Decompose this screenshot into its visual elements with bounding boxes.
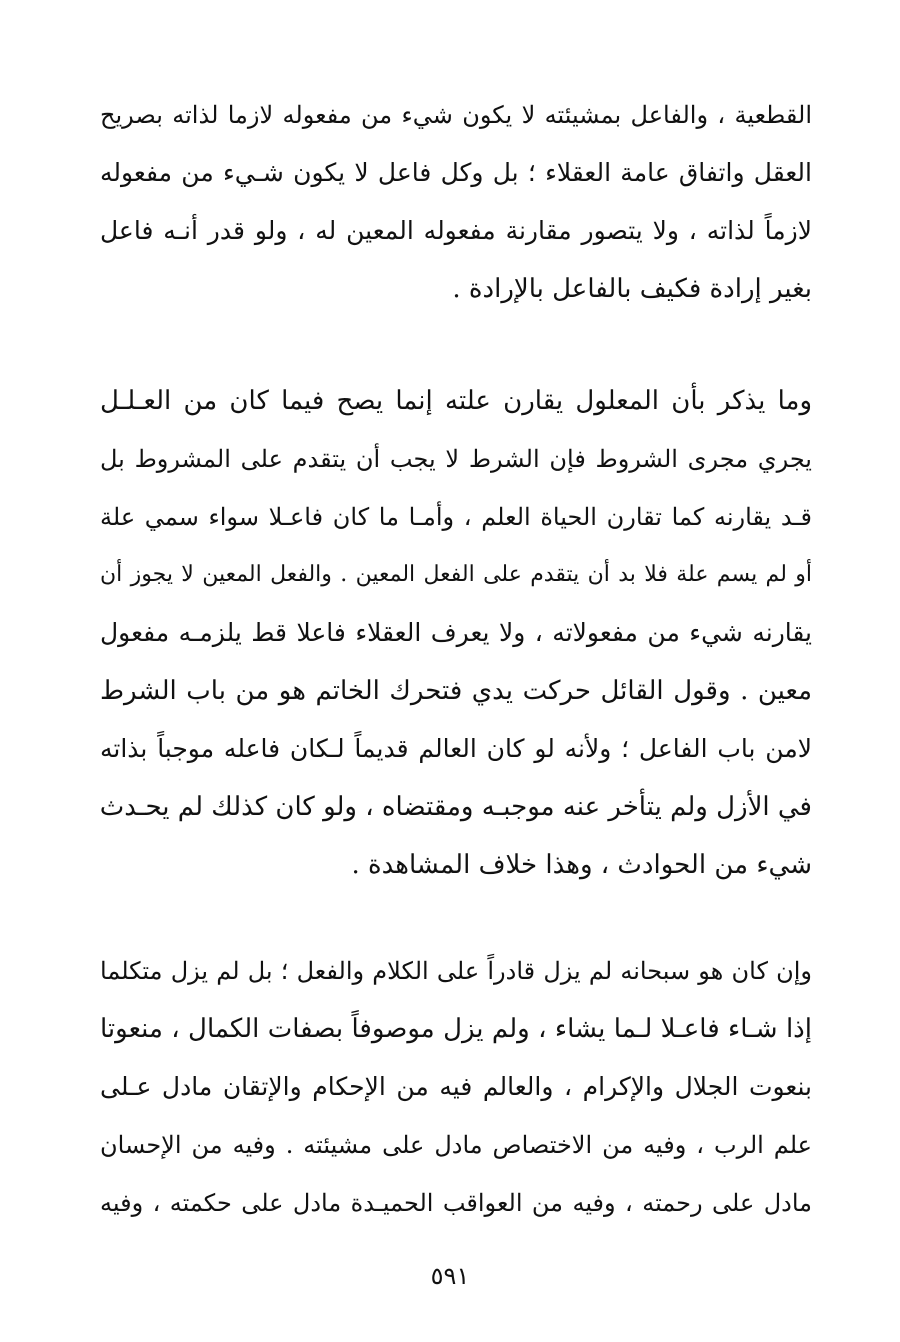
- text-line: العقل واتفاق عامة العقلاء ؛ بل وكل فاعل لا يكون شـيء من مفعوله: [100, 158, 812, 187]
- text-line: بنعوت الجلال والإكرام ، والعالم فيه من الإحكام والإتقان مادل عـلى: [100, 1072, 812, 1101]
- text-line: لامن باب الفاعل ؛ ولأنه لو كان العالم قديماً لـكان فاعله موجباً بذاته: [100, 734, 812, 763]
- text-line: وإن كان هو سبحانه لم يزل قادراً على الكلام والفعل ؛ بل لم يزل متكلما: [100, 957, 812, 985]
- text-line: في الأزل ولم يتأخر عنه موجبـه ومقتضاه ، ولو كان كذلك لم يحـدث: [100, 792, 812, 822]
- text-line: بغير إرادة فكيف بالفاعل بالإرادة .: [452, 274, 812, 304]
- paragraph-2: [100, 372, 812, 894]
- paragraph-1: [100, 86, 812, 318]
- text-line: أو لم يسم علة فلا بد أن يتقدم على الفعل المعين . والفعل المعين لا يجوز أن: [100, 562, 812, 587]
- text-line: معين . وقول القائل حركت يدي فتحرك الخاتم هو من باب الشرط: [100, 676, 812, 706]
- text-line: يقارنه شيء من مفعولاته ، ولا يعرف العقلاء فاعلا قط يلزمـه مفعول: [100, 618, 812, 647]
- text-line: وما يذكر بأن المعلول يقارن علته إنما يصح فيما كان من العـلـل: [100, 386, 812, 416]
- text-line: يجري مجرى الشروط فإن الشرط لا يجب أن يتقدم على المشروط بل: [100, 445, 812, 473]
- text-line: شيء من الحوادث ، وهذا خلاف المشاهدة .: [351, 850, 812, 880]
- text-line: مادل على رحمته ، وفيه من العواقب الحميـدة مادل على حكمته ، وفيه: [100, 1189, 812, 1217]
- text-line: القطعية ، والفاعل بمشيئته لا يكون شيء من مفعوله لازما لذاته بصريح: [100, 101, 812, 129]
- paragraph-3: [100, 942, 812, 1232]
- text-line: قـد يقارنه كما تقارن الحياة العلم ، وأمـا ما كان فاعـلا سواء سمي علة: [100, 503, 812, 531]
- page-number: ٥٩١: [430, 1262, 470, 1290]
- text-line: إذا شـاء فاعـلا لـما يشاء ، ولم يزل موصوفاً بصفات الكمال ، منعوتا: [100, 1014, 812, 1044]
- text-line: علم الرب ، وفيه من الاختصاص مادل على مشيئته . وفيه من الإحسان: [100, 1131, 812, 1159]
- text-line: لازماً لذاته ، ولا يتصور مقارنة مفعوله المعين له ، ولو قدر أنـه فاعل: [100, 216, 812, 245]
